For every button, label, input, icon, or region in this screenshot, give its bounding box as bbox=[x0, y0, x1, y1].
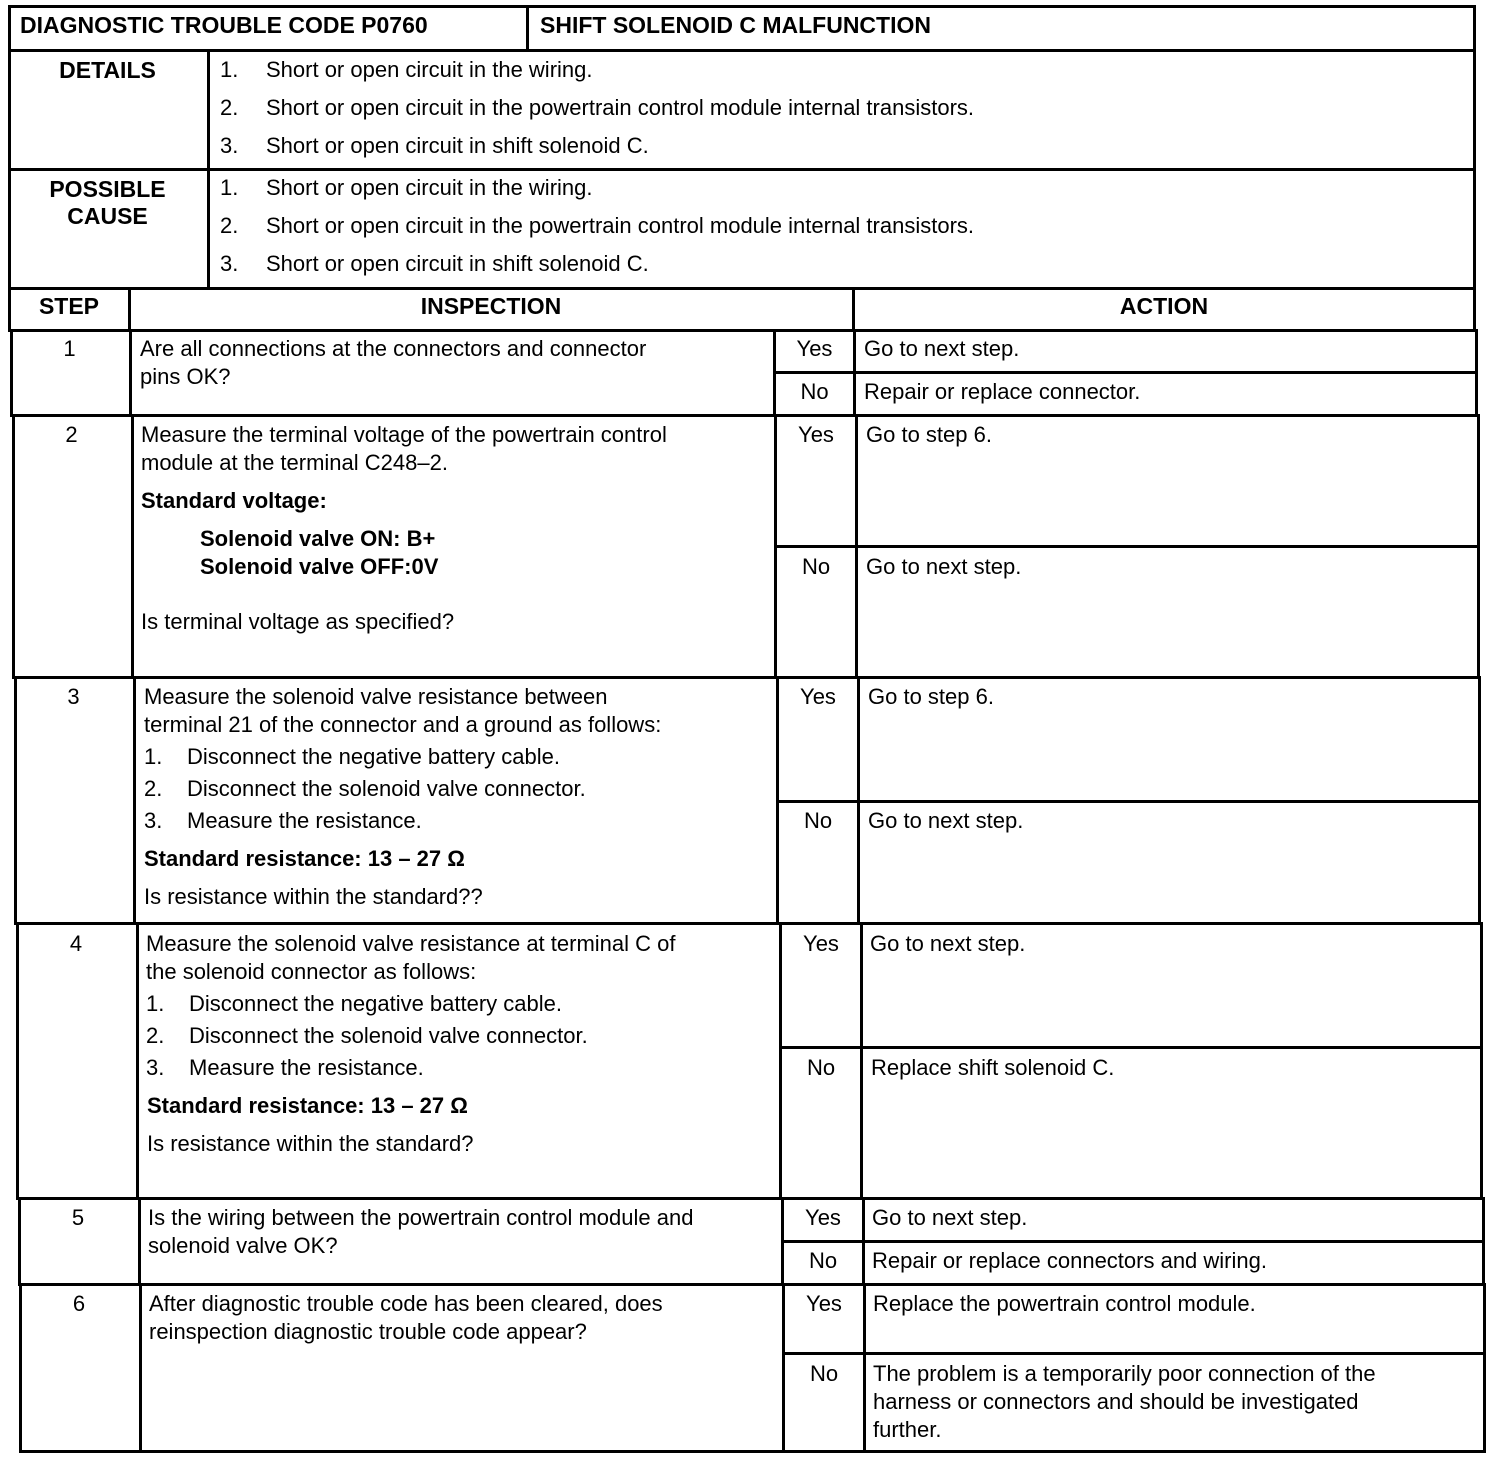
cause-item: 1. Short or open circuit in the wiring. bbox=[220, 175, 593, 200]
no-label: No bbox=[803, 808, 833, 833]
inspection-text: pins OK? bbox=[140, 364, 231, 389]
inspection-text: solenoid valve OK? bbox=[148, 1233, 338, 1258]
details-item: 1. Short or open circuit in the wiring. bbox=[220, 57, 593, 82]
inspection-text: Are all connections at the connectors and connector bbox=[140, 336, 647, 361]
no-action: The problem is a temporarily poor connection of the bbox=[873, 1361, 1376, 1386]
col-inspection: INSPECTION bbox=[420, 293, 562, 319]
cause-item: 2. Short or open circuit in the powertrain control module internal transistors. bbox=[220, 213, 975, 238]
inspection-text: reinspection diagnostic trouble code appear? bbox=[149, 1319, 587, 1344]
no-label: No bbox=[806, 1055, 836, 1080]
substep-text: Disconnect the solenoid valve connector. bbox=[189, 1023, 588, 1048]
yes-action: Go to next step. bbox=[872, 1205, 1028, 1230]
possible-cause-label-line1: POSSIBLE bbox=[49, 176, 166, 202]
inspection-text: terminal 21 of the connector and a ground as follows: bbox=[144, 712, 662, 737]
possible-cause-list bbox=[220, 169, 1460, 283]
inspection-text: Measure the solenoid valve resistance at terminal C of bbox=[146, 931, 676, 956]
step-number: 3 bbox=[67, 684, 80, 709]
standard-resistance: Standard resistance: 13 – 27 Ω bbox=[144, 846, 465, 871]
step-number: 6 bbox=[72, 1291, 86, 1316]
yes-label: Yes bbox=[796, 336, 833, 361]
possible-cause-label-line2: CAUSE bbox=[67, 203, 148, 229]
step-number: 5 bbox=[71, 1205, 85, 1230]
yes-action: Go to step 6. bbox=[868, 684, 994, 709]
dtc-title: SHIFT SOLENOID C MALFUNCTION bbox=[540, 12, 931, 38]
substep: 3. bbox=[146, 1055, 165, 1080]
yes-action: Replace the powertrain control module. bbox=[873, 1291, 1256, 1316]
substep-text: Disconnect the solenoid valve connector. bbox=[187, 776, 586, 801]
yes-action: Go to step 6. bbox=[866, 422, 992, 447]
standard-voltage-off: Solenoid valve OFF:0V bbox=[200, 554, 439, 579]
no-label: No bbox=[809, 1361, 839, 1386]
no-action: Go to next step. bbox=[868, 808, 1024, 833]
no-action: further. bbox=[873, 1417, 942, 1442]
standard-voltage-on: Solenoid valve ON: B+ bbox=[200, 526, 436, 551]
yes-label: Yes bbox=[806, 1291, 842, 1316]
substep: 1. bbox=[146, 991, 165, 1016]
step-number: 1 bbox=[63, 336, 76, 361]
substep-text: Disconnect the negative battery cable. bbox=[187, 744, 561, 769]
no-label: No bbox=[800, 379, 829, 404]
inspection-question: Is resistance within the standard? bbox=[147, 1131, 474, 1156]
details-list bbox=[220, 51, 1460, 165]
yes-action: Go to next step. bbox=[864, 336, 1020, 361]
yes-label: Yes bbox=[800, 684, 836, 709]
no-label: No bbox=[801, 554, 831, 579]
no-action: Repair or replace connectors and wiring. bbox=[872, 1248, 1267, 1273]
step-number: 4 bbox=[69, 931, 83, 956]
substep: 3. bbox=[144, 808, 163, 833]
yes-action: Go to next step. bbox=[870, 931, 1026, 956]
inspection-question: Is terminal voltage as specified? bbox=[141, 609, 455, 634]
inspection-question: Is resistance within the standard?? bbox=[144, 884, 483, 909]
inspection-text: Measure the terminal voltage of the powertrain control bbox=[141, 422, 667, 447]
standard-resistance: Standard resistance: 13 – 27 Ω bbox=[147, 1093, 468, 1118]
inspection-text: Is the wiring between the powertrain control module and bbox=[148, 1205, 694, 1230]
substep-text: Disconnect the negative battery cable. bbox=[189, 991, 563, 1016]
step-number: 2 bbox=[65, 422, 78, 447]
no-action: harness or connectors and should be investigated bbox=[873, 1389, 1359, 1414]
no-action: Replace shift solenoid C. bbox=[871, 1055, 1115, 1080]
substep-text: Measure the resistance. bbox=[187, 808, 422, 833]
cause-item: 3. Short or open circuit in shift solenoid C. bbox=[220, 251, 649, 276]
details-label: DETAILS bbox=[59, 57, 156, 83]
details-item: 2. Short or open circuit in the powertrain control module internal transistors. bbox=[220, 95, 975, 120]
dtc-code: DIAGNOSTIC TROUBLE CODE P0760 bbox=[20, 12, 428, 38]
no-action: Repair or replace connector. bbox=[864, 379, 1141, 404]
no-label: No bbox=[808, 1248, 838, 1273]
col-action: ACTION bbox=[1119, 293, 1209, 319]
substep: 1. bbox=[144, 744, 163, 769]
substep: 2. bbox=[144, 776, 163, 801]
inspection-text: After diagnostic trouble code has been cleared, does bbox=[149, 1291, 663, 1316]
substep: 2. bbox=[146, 1023, 165, 1048]
standard-voltage-label: Standard voltage: bbox=[141, 488, 327, 513]
inspection-text: Measure the solenoid valve resistance between bbox=[144, 684, 608, 709]
no-action: Go to next step. bbox=[866, 554, 1022, 579]
col-step: STEP bbox=[38, 293, 100, 319]
yes-label: Yes bbox=[798, 422, 834, 447]
yes-label: Yes bbox=[805, 1205, 841, 1230]
inspection-text: the solenoid connector as follows: bbox=[146, 959, 477, 984]
substep-text: Measure the resistance. bbox=[189, 1055, 424, 1080]
details-item: 3. Short or open circuit in shift solenoid C. bbox=[220, 133, 649, 158]
yes-label: Yes bbox=[803, 931, 839, 956]
inspection-text: module at the terminal C248–2. bbox=[141, 450, 448, 475]
